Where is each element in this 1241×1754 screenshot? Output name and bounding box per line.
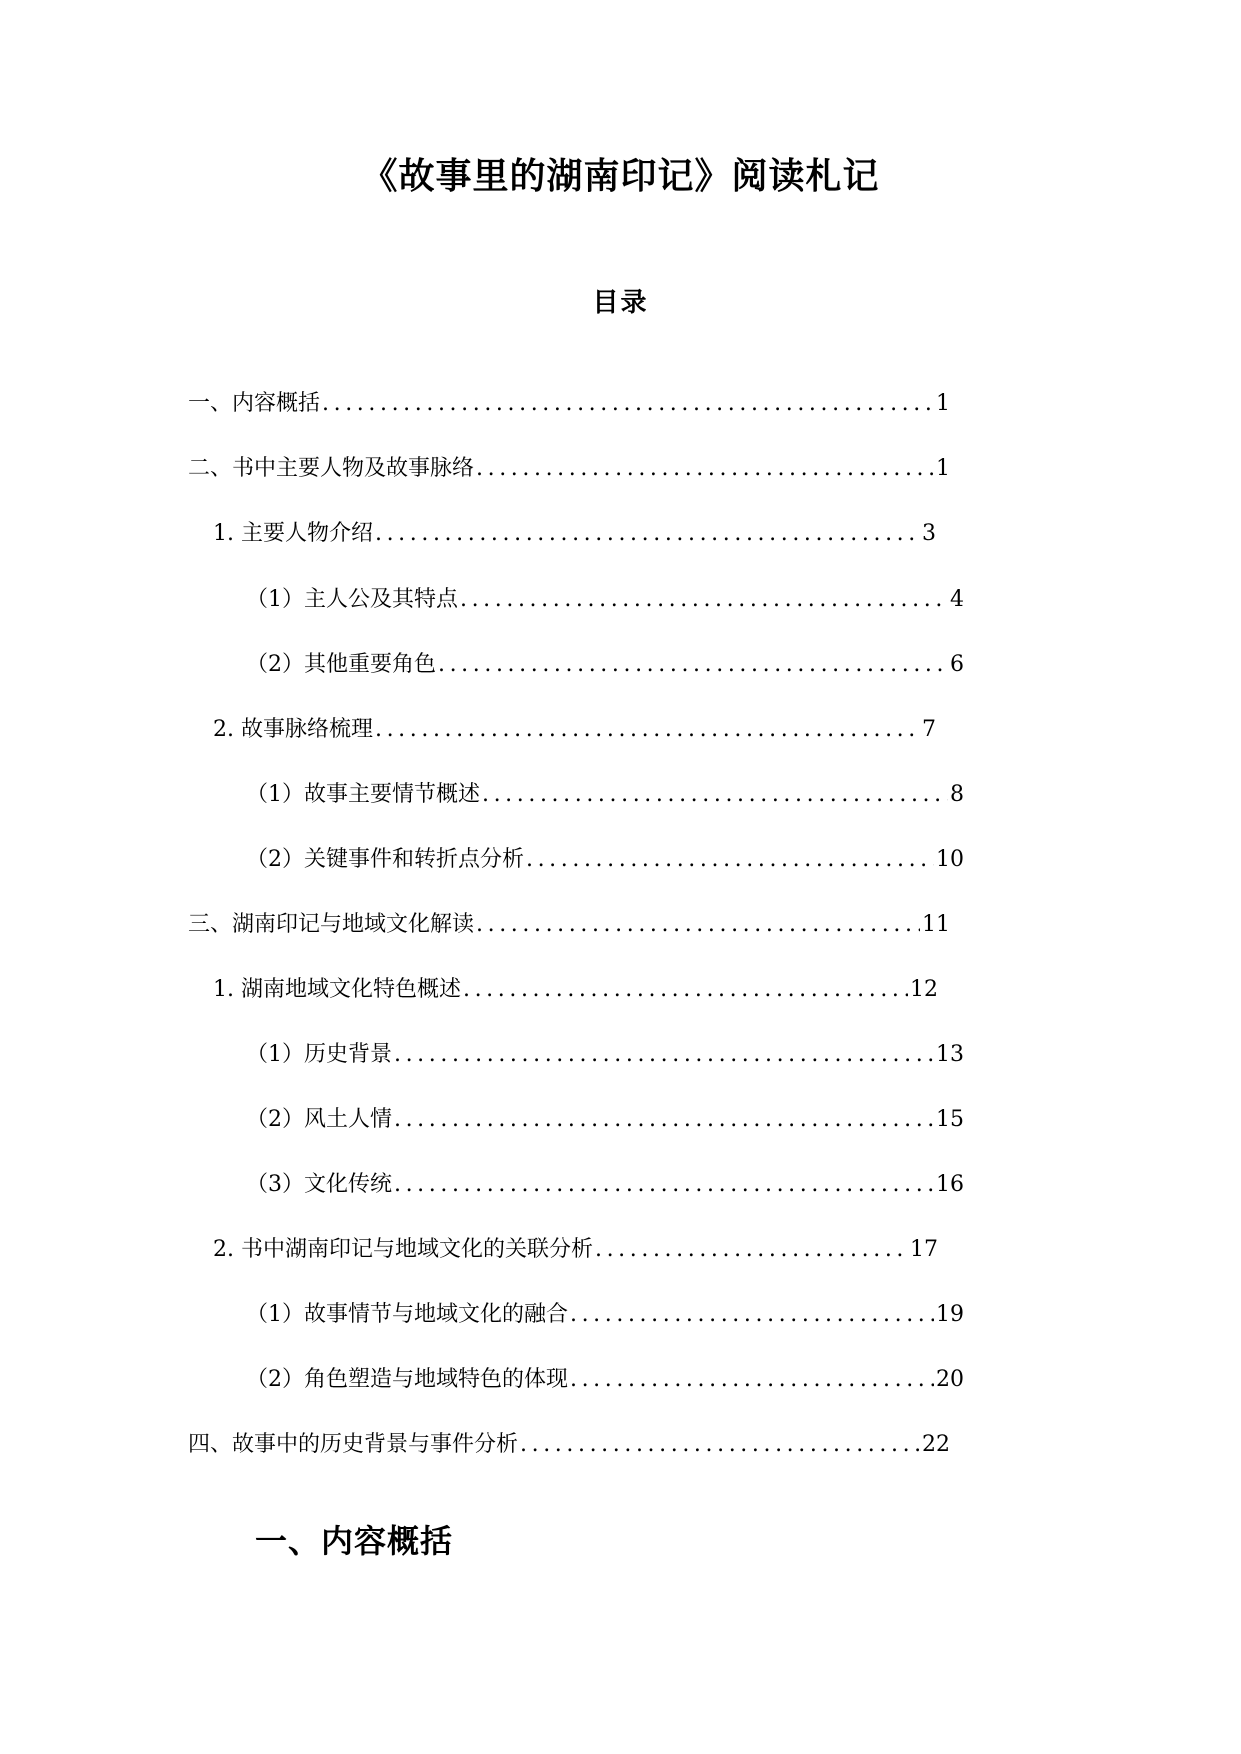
toc-dot-leader — [474, 909, 920, 941]
toc-entry-level3[interactable] — [246, 584, 964, 616]
toc-page-number: 10 — [936, 847, 964, 872]
toc-dot-leader — [593, 1234, 908, 1266]
toc-page-number: 15 — [936, 1107, 964, 1132]
section-heading: 一、内容概括 — [255, 1522, 454, 1560]
toc-entry-level1[interactable] — [188, 453, 950, 485]
toc-dot-leader — [461, 974, 908, 1006]
toc-dot-leader — [518, 1429, 920, 1461]
toc-entry-level3[interactable] — [246, 1299, 964, 1331]
toc-page-number: 12 — [910, 977, 938, 1002]
toc-page-number: 11 — [922, 912, 950, 937]
toc-entry-label: 二、书中主要人物及故事脉络 — [188, 456, 475, 481]
toc-entry-label: 2. 书中湖南印记与地域文化的关联分析 — [213, 1237, 593, 1262]
toc-entry-level1[interactable] — [188, 388, 950, 420]
toc-dot-leader — [320, 388, 934, 420]
toc-entry-label: （1）故事主要情节概述 — [246, 782, 480, 807]
toc-entry-label: 一、内容概括 — [188, 391, 321, 416]
toc-page-number: 20 — [936, 1367, 964, 1392]
toc-entry-label: 1. 湖南地域文化特色概述 — [213, 977, 461, 1002]
toc-entry-label: 2. 故事脉络梳理 — [213, 717, 373, 742]
toc-page-number: 22 — [922, 1432, 950, 1457]
toc-dot-leader — [568, 1364, 934, 1396]
toc-entry-level2[interactable] — [213, 974, 938, 1006]
toc-page-number: 6 — [950, 652, 964, 677]
toc-entry-level2[interactable] — [213, 518, 936, 550]
toc-entry-level3[interactable] — [246, 1039, 964, 1071]
toc-dot-leader — [480, 779, 948, 811]
toc-entry-label: （2）其他重要角色 — [246, 652, 436, 677]
toc-entry-label: 三、湖南印记与地域文化解读 — [188, 912, 475, 937]
toc-entry-level2[interactable] — [213, 714, 936, 746]
toc-page-number: 7 — [922, 717, 936, 742]
toc-dot-leader — [373, 714, 920, 746]
toc-entry-level2[interactable] — [213, 1234, 938, 1266]
toc-heading: 目录 — [592, 288, 649, 318]
toc-entry-level1[interactable] — [188, 909, 950, 941]
toc-page-number: 1 — [936, 456, 950, 481]
toc-page-number: 8 — [950, 782, 964, 807]
toc-entry-level3[interactable] — [246, 844, 964, 876]
toc-entry-level3[interactable] — [246, 649, 964, 681]
toc-page-number: 3 — [922, 521, 936, 546]
toc-entry-label: （3）文化传统 — [246, 1172, 392, 1197]
toc-entry-label: （2）关键事件和转折点分析 — [246, 847, 524, 872]
toc-dot-leader — [392, 1039, 934, 1071]
toc-dot-leader — [474, 453, 934, 485]
toc-entry-label: （1）故事情节与地域文化的融合 — [246, 1302, 568, 1327]
toc-entry-level1[interactable] — [188, 1429, 950, 1461]
toc-page-number: 13 — [936, 1042, 964, 1067]
toc-entry-level3[interactable] — [246, 779, 964, 811]
document-title: 《故事里的湖南印记》阅读札记 — [361, 155, 880, 197]
toc-entry-label: （1）主人公及其特点 — [246, 587, 458, 612]
toc-dot-leader — [392, 1169, 934, 1201]
toc-entry-level3[interactable] — [246, 1364, 964, 1396]
toc-page-number: 19 — [936, 1302, 964, 1327]
toc-entry-label: 四、故事中的历史背景与事件分析 — [188, 1432, 519, 1457]
toc-dot-leader — [524, 844, 934, 876]
toc-entry-level3[interactable] — [246, 1104, 964, 1136]
toc-dot-leader — [568, 1299, 934, 1331]
toc-entry-label: 1. 主要人物介绍 — [213, 521, 373, 546]
toc-dot-leader — [392, 1104, 934, 1136]
toc-page-number: 17 — [910, 1237, 938, 1262]
toc-entry-label: （1）历史背景 — [246, 1042, 392, 1067]
toc-entry-level3[interactable] — [246, 1169, 964, 1201]
toc-dot-leader — [436, 649, 948, 681]
toc-dot-leader — [373, 518, 920, 550]
toc-page-number: 16 — [936, 1172, 964, 1197]
toc-page-number: 4 — [950, 587, 964, 612]
toc-page-number: 1 — [936, 391, 950, 416]
toc-entry-label: （2）风土人情 — [246, 1107, 392, 1132]
toc-dot-leader — [458, 584, 948, 616]
toc-entry-label: （2）角色塑造与地域特色的体现 — [246, 1367, 568, 1392]
